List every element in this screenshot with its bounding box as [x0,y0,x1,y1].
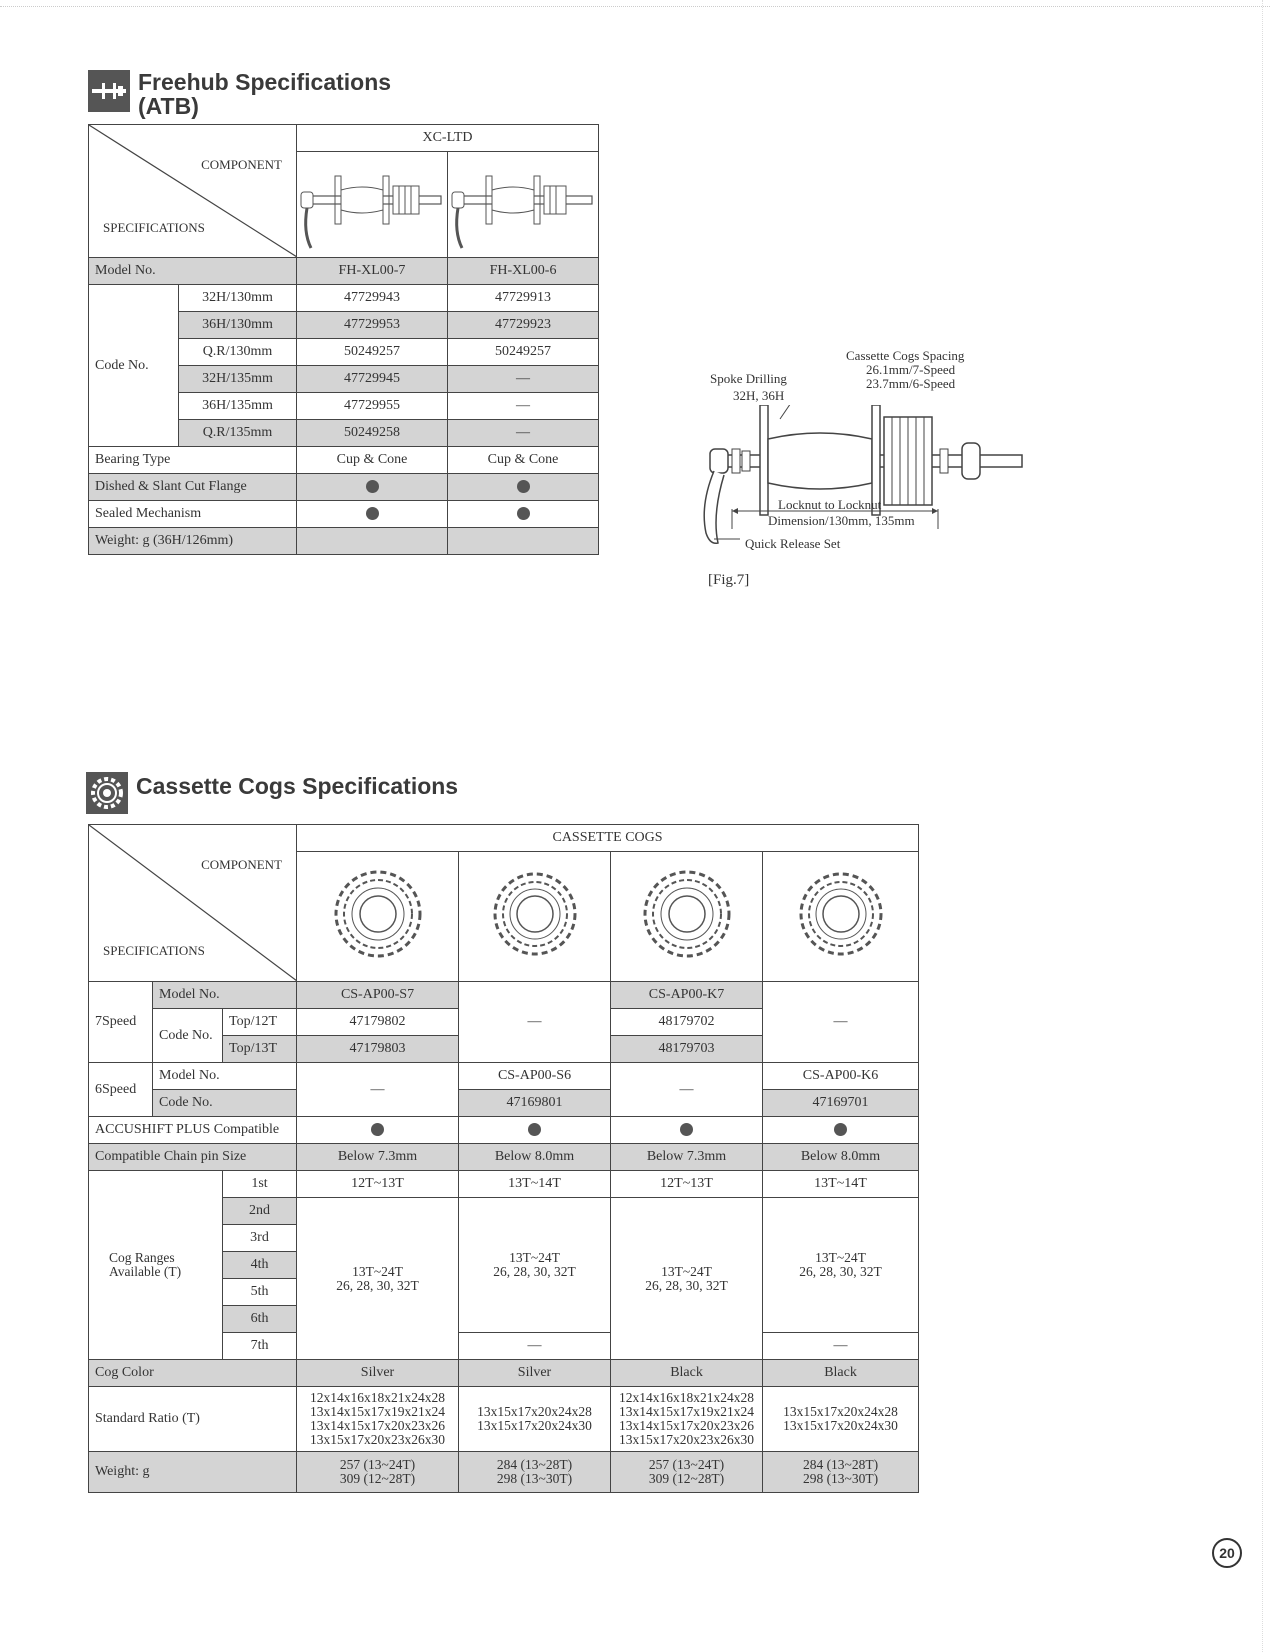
code-size: Q.R/135mm [179,420,297,447]
s7-code: 48179703 [611,1036,763,1063]
code-label: Code No. [153,1009,223,1063]
dot-icon [366,480,379,493]
bearing-label: Bearing Type [89,447,297,474]
cog-color: Silver [459,1360,611,1387]
range-line: 13T~24T [815,1250,866,1265]
ratio-line: 13x14x15x17x20x23x26 [310,1418,446,1433]
weight-label: Weight: g [89,1452,297,1493]
code-value: — [448,366,599,393]
chain-size: Below 8.0mm [763,1144,919,1171]
color-label: Cog Color [89,1360,297,1387]
seventh-cog: — [763,1333,919,1360]
range-cell [459,1198,611,1333]
weight-value [448,528,599,555]
ratio-line: 13x15x17x20x24x30 [477,1418,592,1433]
code-value: 50249257 [448,339,599,366]
code-value: — [448,420,599,447]
cassette-table [88,824,919,1493]
weight-line: 309 (12~28T) [339,1471,416,1486]
code-size: Q.R/130mm [179,339,297,366]
s6-code: 47169801 [459,1090,611,1117]
quick-release-label: Quick Release Set [745,536,841,551]
ratio-cell [611,1387,763,1452]
range-line: 26, 28, 30, 32T [799,1264,882,1279]
model-label: Model No. [89,258,297,285]
code-size: 36H/135mm [179,393,297,420]
s7-model: — [459,982,611,1063]
s7-model: — [763,982,919,1063]
range-cell [611,1198,763,1360]
code-value: 50249258 [297,420,448,447]
cog-spacing-7: 26.1mm/7-Speed [866,362,956,377]
range-cell [763,1198,919,1333]
s7-code: 47179803 [297,1036,459,1063]
ratio-label: Standard Ratio (T) [89,1387,297,1452]
flange-value [297,474,448,501]
component-label: COMPONENT [201,157,282,172]
locknut-label: Locknut to Locknut [778,497,882,512]
code-label: Code No. [153,1090,297,1117]
weight-cell [459,1452,611,1493]
top-border [0,6,1270,7]
code-value: 50249257 [297,339,448,366]
ratio-line: 12x14x16x18x21x24x28 [310,1390,446,1405]
ratio-cell [763,1387,919,1452]
gear-icon [86,772,128,814]
cog-image [297,852,459,982]
ratio-line: 13x15x17x20x23x26x30 [619,1432,755,1447]
ratio-line: 13x15x17x20x24x28 [783,1404,898,1419]
flange-value [448,474,599,501]
seventh-cog: — [459,1333,611,1360]
sealed-value [297,501,448,528]
freehub-subtitle: (ATB) [138,93,199,119]
range-line: 26, 28, 30, 32T [645,1277,728,1293]
position-label: 6th [223,1306,297,1333]
position-label: 7th [223,1333,297,1360]
ratio-line: 13x15x17x20x24x30 [783,1418,898,1433]
weight-line: 298 (13~30T) [802,1471,879,1486]
range-line: 26, 28, 30, 32T [493,1264,576,1279]
first-cog: 12T~13T [611,1171,763,1198]
cog-color: Silver [297,1360,459,1387]
code-value: 47729953 [297,312,448,339]
code-label: Code No. [89,285,179,447]
dot-icon [371,1123,384,1136]
hub-diagram [700,405,1040,585]
position-label: 3rd [223,1225,297,1252]
cassette-header: CASSETTE COGS [297,825,919,852]
s6-model: — [611,1063,763,1117]
cog-ranges-label: Cog Ranges Available (T) [89,1171,223,1360]
ratio-cell [459,1387,611,1452]
dot-icon [517,480,530,493]
bearing-value: Cup & Cone [448,447,599,474]
freehub-title: Freehub Specifications [138,69,392,95]
model-6: FH-XL00-6 [448,258,599,285]
ratio-line: 12x14x16x18x21x24x28 [619,1390,755,1405]
hub-image-7 [297,152,448,258]
model-label: Model No. [153,1063,297,1090]
weight-cell [763,1452,919,1493]
position-label: 5th [223,1279,297,1306]
s7-model: CS-AP00-S7 [297,982,459,1009]
position-label: 1st [223,1171,297,1198]
flange-label: Dished & Slant Cut Flange [89,474,297,501]
chain-size: Below 7.3mm [611,1144,763,1171]
s6-code: 47169701 [763,1090,919,1117]
top13-label: Top/13T [223,1036,297,1063]
cog-color: Black [611,1360,763,1387]
weight-line: 298 (13~30T) [496,1471,573,1486]
weight-line: 257 (13~24T) [648,1457,725,1472]
code-value: 47729923 [448,312,599,339]
ratio-line: 13x14x15x17x20x23x26 [619,1418,755,1433]
first-cog: 13T~14T [763,1171,919,1198]
code-value: 47729913 [448,285,599,312]
ratio-cell [297,1387,459,1452]
weight-cell [297,1452,459,1493]
series-header: XC-LTD [297,125,599,152]
hub-icon [88,70,130,112]
spoke-sizes: 32H, 36H [733,388,785,403]
range-line: 13T~24T [661,1263,712,1279]
accushift-value [459,1117,611,1144]
cassette-title: Cassette Cogs Specifications [136,773,459,799]
page-number: 20 [1212,1538,1242,1568]
weight-line: 284 (13~28T) [802,1457,879,1472]
s7-model: CS-AP00-K7 [611,982,763,1009]
s6-model: CS-AP00-S6 [459,1063,611,1090]
weight-line: 309 (12~28T) [648,1471,725,1486]
code-size: 36H/130mm [179,312,297,339]
model-7: FH-XL00-7 [297,258,448,285]
bearing-value: Cup & Cone [297,447,448,474]
weight-label: Weight: g (36H/126mm) [89,528,297,555]
dot-icon [834,1123,847,1136]
cog-image [611,852,763,982]
cog-spacing-title: Cassette Cogs Spacing [846,348,965,363]
first-cog: 13T~14T [459,1171,611,1198]
dot-icon [528,1123,541,1136]
speed6-label: 6Speed [89,1063,153,1117]
code-value: 47729945 [297,366,448,393]
first-cog: 12T~13T [297,1171,459,1198]
code-value: 47729955 [297,393,448,420]
ratio-line: 13x14x15x17x19x21x24 [619,1404,755,1419]
specifications-label: SPECIFICATIONS [103,943,205,958]
right-border [1262,0,1263,1652]
cog-image [763,852,919,982]
weight-cell [611,1452,763,1493]
model-label: Model No. [153,982,297,1009]
figure-caption: [Fig.7] [708,572,750,588]
chain-size: Below 7.3mm [297,1144,459,1171]
position-label: 4th [223,1252,297,1279]
weight-value [297,528,448,555]
freehub-corner-cell [89,125,297,258]
sealed-label: Sealed Mechanism [89,501,297,528]
dot-icon [517,507,530,520]
specifications-label: SPECIFICATIONS [103,220,205,235]
s6-model: — [297,1063,459,1117]
s7-code: 47179802 [297,1009,459,1036]
cassette-heading [86,772,458,814]
range-line: 13T~24T [509,1250,560,1265]
locknut-dimension: Dimension/130mm, 135mm [768,513,915,528]
code-size: 32H/135mm [179,366,297,393]
ratio-line: 13x14x15x17x19x21x24 [310,1404,446,1419]
dot-icon [680,1123,693,1136]
accushift-label: ACCUSHIFT PLUS Compatible [89,1117,297,1144]
ratio-line: 13x15x17x20x24x28 [477,1404,592,1419]
cog-color: Black [763,1360,919,1387]
dot-icon [366,507,379,520]
ratio-line: 13x15x17x20x23x26x30 [310,1432,446,1447]
range-line: 26, 28, 30, 32T [336,1277,419,1293]
range-line: 13T~24T [352,1263,403,1279]
code-value: — [448,393,599,420]
accushift-value [611,1117,763,1144]
cog-spacing-6: 23.7mm/6-Speed [866,376,956,391]
range-cell [297,1198,459,1360]
freehub-heading [88,70,391,118]
s6-model: CS-AP00-K6 [763,1063,919,1090]
top12-label: Top/12T [223,1009,297,1036]
chain-size: Below 8.0mm [459,1144,611,1171]
accushift-value [763,1117,919,1144]
cassette-corner-cell [89,825,297,982]
sealed-value [448,501,599,528]
position-label: 2nd [223,1198,297,1225]
weight-line: 257 (13~24T) [339,1457,416,1472]
code-size: 32H/130mm [179,285,297,312]
hub-image-6 [448,152,599,258]
diagonal-line [89,125,297,257]
freehub-table [88,124,599,555]
spoke-drilling-label: Spoke Drilling [710,371,787,386]
accushift-value [297,1117,459,1144]
cog-image [459,852,611,982]
component-label: COMPONENT [201,857,283,872]
chain-label: Compatible Chain pin Size [89,1144,297,1171]
weight-line: 284 (13~28T) [496,1457,573,1472]
code-value: 47729943 [297,285,448,312]
speed7-label: 7Speed [89,982,153,1063]
s7-code: 48179702 [611,1009,763,1036]
